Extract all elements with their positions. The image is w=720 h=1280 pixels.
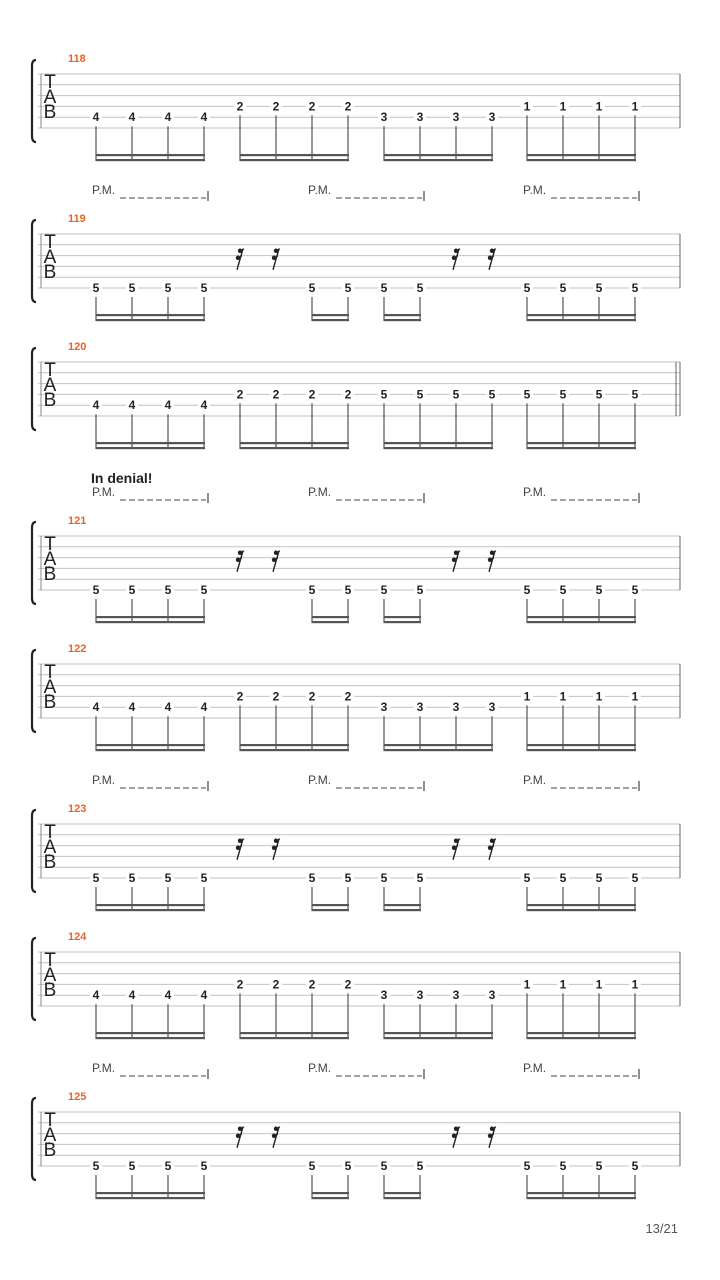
fret-number: 5 — [559, 583, 567, 597]
fret-number: 5 — [523, 387, 531, 402]
beam — [384, 447, 493, 449]
fret-number: 4 — [92, 700, 100, 715]
fret-number: 4 — [128, 110, 136, 125]
beat-group — [521, 688, 641, 751]
tab-letter: T — [44, 534, 56, 555]
beam — [240, 154, 349, 156]
beam — [527, 616, 636, 618]
beat-group — [521, 98, 641, 161]
beam — [96, 621, 205, 623]
fret-number: 5 — [416, 871, 424, 885]
beam — [527, 621, 636, 623]
fret-number: 4 — [200, 700, 208, 715]
beam — [384, 909, 421, 911]
palm-mute-label: P.M. — [92, 183, 116, 197]
beat-group — [521, 1158, 641, 1199]
staff-system — [32, 931, 680, 1039]
fret-number: 3 — [452, 700, 460, 715]
fret-number: 5 — [595, 281, 603, 295]
staff-system — [32, 341, 680, 449]
beam — [527, 314, 636, 316]
beam — [527, 909, 636, 911]
fret-number: 1 — [631, 689, 639, 704]
beam — [527, 154, 636, 156]
beat-group — [306, 280, 354, 321]
fret-number: 5 — [128, 583, 136, 597]
fret-number: 1 — [523, 689, 531, 704]
bar-number: 118 — [68, 53, 86, 65]
beam — [240, 1032, 349, 1034]
fret-number: 5 — [595, 583, 603, 597]
fret-number: 5 — [164, 583, 172, 597]
fret-number: 4 — [92, 398, 100, 413]
staff-bracket — [32, 522, 36, 604]
fret-number: 1 — [595, 689, 603, 704]
beam — [384, 621, 421, 623]
fret-number: 5 — [344, 871, 352, 885]
tab-letter: B — [43, 102, 57, 123]
beam — [312, 621, 349, 623]
fret-number: 5 — [308, 281, 316, 295]
fret-number: 5 — [164, 1159, 172, 1173]
fret-number: 2 — [308, 689, 316, 704]
fret-number: 5 — [523, 871, 531, 885]
fret-number: 3 — [488, 110, 496, 125]
fret-number: 5 — [559, 387, 567, 402]
palm-mute-label: P.M. — [92, 485, 116, 499]
beam — [96, 319, 205, 321]
fret-number: 5 — [92, 1159, 100, 1173]
fret-number: 1 — [523, 977, 531, 992]
fret-number: 2 — [344, 977, 352, 992]
beam — [96, 749, 205, 751]
fret-number: 5 — [631, 387, 639, 402]
tab-letter: T — [44, 1110, 56, 1131]
beam — [384, 744, 493, 746]
beam — [384, 159, 493, 161]
fret-number: 5 — [92, 583, 100, 597]
fret-number: 5 — [128, 871, 136, 885]
fret-number: 5 — [416, 281, 424, 295]
beam — [384, 154, 493, 156]
fret-number: 1 — [631, 99, 639, 114]
palm-mute-label: P.M. — [523, 773, 547, 787]
fret-number: 5 — [416, 583, 424, 597]
tab-letter: A — [43, 87, 57, 108]
fret-number: 1 — [631, 977, 639, 992]
fret-number: 4 — [128, 988, 136, 1003]
fret-number: 5 — [344, 583, 352, 597]
tab-letter: A — [43, 375, 57, 396]
beam — [312, 319, 349, 321]
beam — [96, 909, 205, 911]
beam — [384, 749, 493, 751]
palm-mute-label: P.M. — [308, 183, 332, 197]
palm-mute-label: P.M. — [523, 1061, 547, 1075]
beat-group — [234, 976, 354, 1039]
staff-system — [32, 1061, 680, 1199]
beam — [96, 1037, 205, 1039]
staff-system — [32, 773, 680, 911]
beat-group — [378, 386, 498, 449]
section-label: In denial! — [91, 470, 153, 486]
bar-number: 122 — [68, 643, 87, 655]
fret-number: 2 — [236, 387, 244, 402]
staff-system — [32, 643, 680, 751]
beam — [96, 154, 205, 156]
page-number: 13/21 — [645, 1221, 678, 1236]
fret-number: 5 — [380, 1159, 388, 1173]
fret-number: 5 — [344, 281, 352, 295]
tab-letter: B — [43, 390, 57, 411]
fret-number: 5 — [308, 871, 316, 885]
fret-number: 5 — [200, 871, 208, 885]
fret-number: 5 — [308, 1159, 316, 1173]
fret-number: 3 — [380, 988, 388, 1003]
fret-number: 2 — [272, 977, 280, 992]
fret-number: 5 — [92, 871, 100, 885]
fret-number: 5 — [380, 281, 388, 295]
beat-group — [378, 280, 426, 321]
beam — [527, 159, 636, 161]
fret-number: 5 — [344, 1159, 352, 1173]
beam — [96, 904, 205, 906]
fret-number: 5 — [416, 387, 424, 402]
beat-group — [234, 98, 354, 161]
staff-bracket — [32, 938, 36, 1020]
beat-group — [378, 870, 426, 911]
fret-number: 2 — [236, 689, 244, 704]
beam — [240, 442, 349, 444]
fret-number: 1 — [559, 977, 567, 992]
bar-number: 120 — [68, 341, 87, 353]
beam — [384, 904, 421, 906]
fret-number: 5 — [595, 387, 603, 402]
beam — [527, 749, 636, 751]
staff-bracket — [32, 810, 36, 892]
beam — [384, 1197, 421, 1199]
beam — [312, 904, 349, 906]
bar-number: 124 — [68, 931, 87, 943]
fret-number: 4 — [128, 700, 136, 715]
beat-group — [521, 280, 641, 321]
fret-number: 2 — [344, 99, 352, 114]
palm-mute-label: P.M. — [308, 1061, 332, 1075]
fret-number: 5 — [631, 281, 639, 295]
fret-number: 1 — [559, 99, 567, 114]
fret-number: 1 — [559, 689, 567, 704]
fret-number: 4 — [200, 110, 208, 125]
beam — [240, 744, 349, 746]
palm-mute-label: P.M. — [308, 773, 332, 787]
fret-number: 1 — [523, 99, 531, 114]
beat-group — [90, 870, 210, 911]
beam — [384, 1037, 493, 1039]
fret-number: 2 — [308, 977, 316, 992]
fret-number: 5 — [380, 387, 388, 402]
tab-letter: A — [43, 965, 57, 986]
fret-number: 3 — [380, 700, 388, 715]
beat-group — [306, 870, 354, 911]
beam — [384, 319, 421, 321]
fret-number: 2 — [272, 689, 280, 704]
beat-group — [521, 870, 641, 911]
fret-number: 2 — [236, 99, 244, 114]
beam — [384, 314, 421, 316]
tab-letter: B — [43, 980, 57, 1001]
palm-mute-label: P.M. — [523, 485, 547, 499]
fret-number: 2 — [272, 99, 280, 114]
fret-number: 5 — [488, 387, 496, 402]
beam — [96, 159, 205, 161]
palm-mute-label: P.M. — [308, 485, 332, 499]
beam — [312, 909, 349, 911]
fret-number: 2 — [308, 99, 316, 114]
fret-number: 2 — [308, 387, 316, 402]
staff-system — [32, 53, 680, 161]
palm-mute-label: P.M. — [92, 1061, 116, 1075]
beam — [312, 314, 349, 316]
beam — [96, 442, 205, 444]
beat-group — [521, 386, 641, 449]
fret-number: 5 — [559, 281, 567, 295]
fret-number: 5 — [128, 281, 136, 295]
fret-number: 3 — [452, 110, 460, 125]
beat-group — [521, 976, 641, 1039]
tab-letter: T — [44, 822, 56, 843]
fret-number: 4 — [164, 988, 172, 1003]
fret-number: 4 — [128, 398, 136, 413]
tab-letter: B — [43, 262, 57, 283]
fret-number: 5 — [595, 1159, 603, 1173]
fret-number: 3 — [488, 988, 496, 1003]
fret-number: 5 — [416, 1159, 424, 1173]
beat-group — [378, 582, 426, 623]
staff-bracket — [32, 1098, 36, 1180]
fret-number: 3 — [416, 700, 424, 715]
bar-number: 121 — [68, 515, 87, 527]
tab-letter: T — [44, 360, 56, 381]
fret-number: 5 — [128, 1159, 136, 1173]
fret-number: 4 — [92, 988, 100, 1003]
beat-group — [306, 582, 354, 623]
staff-bracket — [32, 60, 36, 142]
beat-group — [90, 1158, 210, 1199]
fret-number: 5 — [200, 281, 208, 295]
beam — [240, 749, 349, 751]
fret-number: 2 — [236, 977, 244, 992]
beat-group — [378, 1158, 426, 1199]
fret-number: 5 — [631, 583, 639, 597]
fret-number: 4 — [200, 398, 208, 413]
tab-letter: B — [43, 1140, 57, 1161]
fret-number: 5 — [380, 583, 388, 597]
bar-number: 125 — [68, 1091, 87, 1103]
fret-number: 5 — [200, 583, 208, 597]
tab-letter: B — [43, 564, 57, 585]
fret-number: 3 — [380, 110, 388, 125]
fret-number: 5 — [164, 281, 172, 295]
fret-number: 5 — [164, 871, 172, 885]
beam — [96, 1197, 205, 1199]
beam — [240, 159, 349, 161]
fret-number: 2 — [272, 387, 280, 402]
staff-bracket — [32, 220, 36, 302]
fret-number: 5 — [631, 1159, 639, 1173]
palm-mute-label: P.M. — [523, 183, 547, 197]
beam — [96, 1032, 205, 1034]
beam — [527, 442, 636, 444]
beam — [384, 616, 421, 618]
tab-letter: T — [44, 950, 56, 971]
beam — [527, 904, 636, 906]
fret-number: 5 — [631, 871, 639, 885]
tab-letter: T — [44, 72, 56, 93]
tab-letter: T — [44, 232, 56, 253]
beam — [312, 616, 349, 618]
tab-letter: A — [43, 837, 57, 858]
beam — [527, 447, 636, 449]
fret-number: 5 — [380, 871, 388, 885]
fret-number: 4 — [200, 988, 208, 1003]
beam — [96, 1192, 205, 1194]
beam — [240, 447, 349, 449]
fret-number: 1 — [595, 99, 603, 114]
tab-letter: A — [43, 247, 57, 268]
beam — [527, 1192, 636, 1194]
tab-letter: T — [44, 662, 56, 683]
beat-group — [234, 688, 354, 751]
fret-number: 1 — [595, 977, 603, 992]
beam — [240, 1037, 349, 1039]
tab-letter: A — [43, 1125, 57, 1146]
staff-bracket — [32, 348, 36, 430]
beat-group — [234, 386, 354, 449]
beam — [96, 744, 205, 746]
beat-group — [90, 280, 210, 321]
tab-letter: B — [43, 692, 57, 713]
fret-number: 5 — [523, 1159, 531, 1173]
beam — [96, 616, 205, 618]
fret-number: 3 — [416, 110, 424, 125]
fret-number: 5 — [523, 281, 531, 295]
palm-mute-label: P.M. — [92, 773, 116, 787]
beam — [384, 1192, 421, 1194]
fret-number: 3 — [416, 988, 424, 1003]
fret-number: 5 — [308, 583, 316, 597]
beat-group — [521, 582, 641, 623]
beam — [527, 744, 636, 746]
beam — [312, 1192, 349, 1194]
fret-number: 2 — [344, 387, 352, 402]
fret-number: 4 — [164, 700, 172, 715]
fret-number: 2 — [344, 689, 352, 704]
beam — [527, 1197, 636, 1199]
beam — [384, 442, 493, 444]
beam — [384, 1032, 493, 1034]
beam — [527, 319, 636, 321]
staff-bracket — [32, 650, 36, 732]
fret-number: 5 — [200, 1159, 208, 1173]
fret-number: 4 — [92, 110, 100, 125]
staff-system — [32, 470, 680, 623]
beat-group — [306, 1158, 354, 1199]
beam — [527, 1037, 636, 1039]
fret-number: 5 — [559, 871, 567, 885]
bar-number: 119 — [68, 213, 86, 225]
staff-system — [32, 183, 680, 321]
beam — [312, 1197, 349, 1199]
fret-number: 5 — [452, 387, 460, 402]
fret-number: 3 — [452, 988, 460, 1003]
fret-number: 4 — [164, 398, 172, 413]
beam — [527, 1032, 636, 1034]
tab-letter: B — [43, 852, 57, 873]
bar-number: 123 — [68, 803, 87, 815]
fret-number: 5 — [559, 1159, 567, 1173]
fret-number: 3 — [488, 700, 496, 715]
fret-number: 4 — [164, 110, 172, 125]
beat-group — [90, 582, 210, 623]
fret-number: 5 — [595, 871, 603, 885]
tab-letter: A — [43, 677, 57, 698]
fret-number: 5 — [92, 281, 100, 295]
beam — [96, 314, 205, 316]
tab-letter: A — [43, 549, 57, 570]
fret-number: 5 — [523, 583, 531, 597]
beam — [96, 447, 205, 449]
